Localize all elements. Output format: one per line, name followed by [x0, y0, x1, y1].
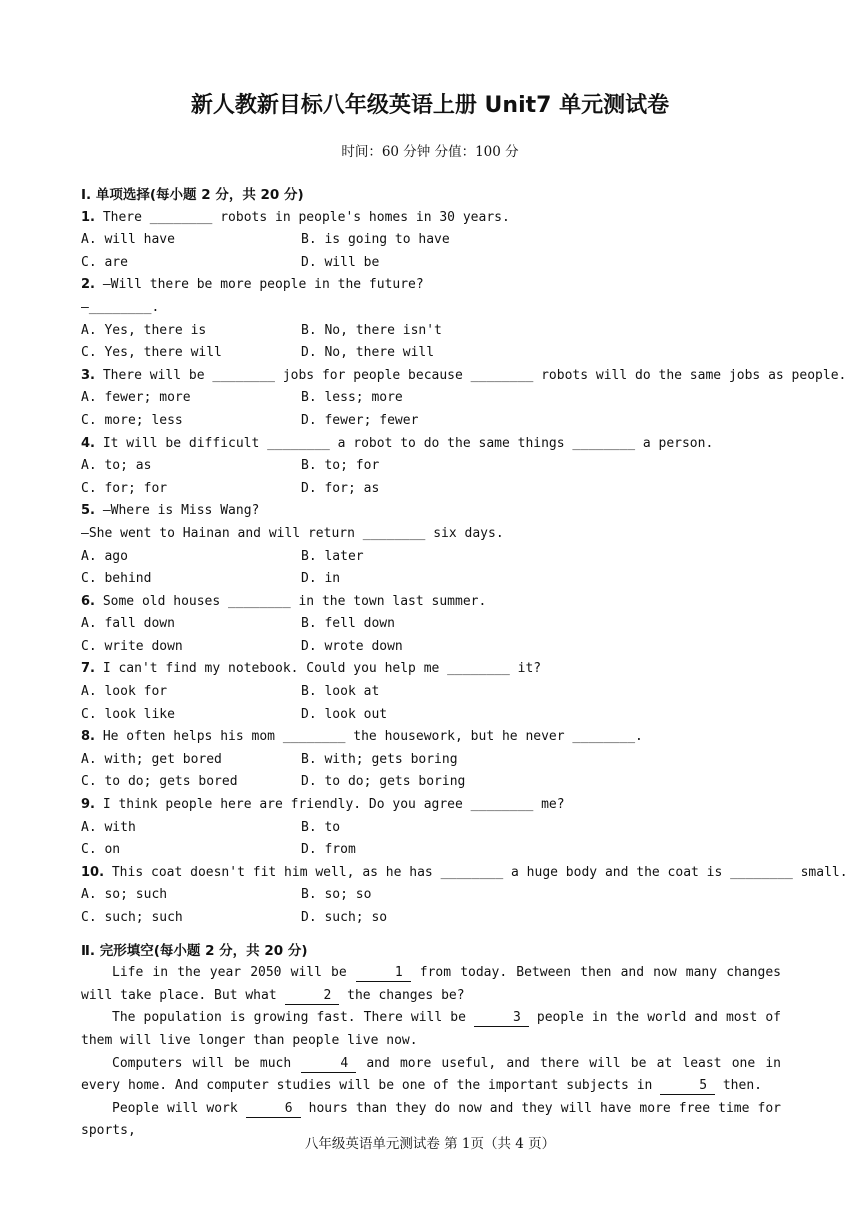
answer-options — [81, 320, 781, 365]
question-number: 6. — [81, 593, 95, 609]
answer-option: A. Yes, there is — [81, 322, 207, 338]
cloze-blank: 3 — [474, 1010, 529, 1027]
answer-option: B. so; so — [301, 887, 372, 903]
answer-option: B. No, there isn't — [301, 322, 442, 338]
question-number: 2. — [81, 277, 95, 293]
answer-options — [81, 546, 781, 591]
section-heading-cloze: Ⅱ. 完形填空(每小题 2 分，共 20 分) — [81, 942, 308, 959]
question-text: —________. — [81, 299, 160, 315]
question-text: He often helps his mom ________ the housework, but he never ________. — [102, 729, 643, 745]
question-text: Some old houses ________ in the town last summer. — [102, 593, 487, 609]
cloze-passage — [81, 962, 781, 1143]
answer-option: A. will have — [81, 232, 175, 248]
answer-option: A. ago — [81, 548, 128, 564]
cloze-blank: 5 — [660, 1078, 715, 1095]
cloze-blank: 1 — [356, 965, 411, 982]
answer-option: C. are — [81, 254, 128, 270]
answer-option: B. less; more — [301, 390, 403, 406]
answer-option: A. fewer; more — [81, 390, 191, 406]
answer-option: B. to — [301, 819, 341, 835]
question-stem — [81, 862, 848, 885]
answer-option: B. later — [301, 548, 364, 564]
question-item — [81, 500, 781, 590]
question-stem — [81, 274, 781, 297]
answer-option: D. will be — [301, 254, 380, 270]
cloze-text: The population is growing fast. There will be — [112, 1010, 474, 1026]
question-item — [81, 726, 781, 794]
cloze-paragraph — [81, 1007, 781, 1052]
page-title: 新人教新目标八年级英语上册 Unit7 单元测试卷 — [190, 93, 670, 118]
cloze-paragraph — [81, 1053, 781, 1098]
exam-info: 时间：60 分钟 分值：100 分 — [341, 144, 519, 160]
question-stem — [81, 591, 781, 614]
answer-option: D. fewer; fewer — [301, 412, 419, 428]
answer-option: C. Yes, there will — [81, 345, 222, 361]
answer-option: C. for; for — [81, 480, 168, 496]
cloze-paragraph — [81, 962, 781, 1007]
exam-content — [81, 184, 848, 1143]
answer-option: D. look out — [301, 706, 388, 722]
question-item — [81, 365, 847, 433]
answer-option: A. fall down — [81, 616, 175, 632]
question-stem — [81, 365, 847, 388]
question-number: 1. — [81, 209, 95, 225]
question-item — [81, 433, 781, 501]
question-stem — [81, 658, 781, 681]
answer-option: B. look at — [301, 684, 380, 700]
question-text: I think people here are friendly. Do you agree ________ me? — [102, 797, 565, 813]
question-item — [81, 274, 781, 364]
question-item — [81, 794, 781, 862]
cloze-text: People will work — [112, 1100, 246, 1116]
question-number: 7. — [81, 661, 95, 677]
answer-option: B. with; gets boring — [301, 751, 458, 767]
cloze-blank: 6 — [246, 1101, 301, 1118]
page-footer: 八年级英语单元测试卷 第 1页（共 4 页） — [304, 1136, 556, 1152]
cloze-blank: 2 — [285, 988, 340, 1005]
question-number: 5. — [81, 503, 95, 519]
section-heading-multiple-choice: Ⅰ. 单项选择(每小题 2 分，共 20 分) — [81, 187, 304, 203]
answer-option: A. with; get bored — [81, 751, 222, 767]
question-text: It will be difficult ________ a robot to do the same things ________ a person. — [102, 435, 714, 451]
answer-option: A. so; such — [81, 887, 168, 903]
question-item — [81, 591, 781, 659]
question-stem — [81, 500, 781, 523]
question-number: 8. — [81, 729, 95, 745]
question-number: 4. — [81, 435, 95, 451]
question-text: This coat doesn't fit him well, as he has ________ a huge body and the coat is ________ small. — [111, 864, 848, 880]
answer-option: D. for; as — [301, 480, 380, 496]
question-text: There will be ________ jobs for people because ________ robots will do the same jobs as people. — [102, 367, 847, 383]
question-stem — [81, 297, 781, 320]
answer-option: B. to; for — [301, 458, 380, 474]
question-text: —Where is Miss Wang? — [102, 503, 260, 519]
answer-option: C. more; less — [81, 412, 183, 428]
cloze-blank: 4 — [301, 1056, 356, 1073]
answer-option: C. write down — [81, 638, 183, 654]
question-number: 3. — [81, 367, 95, 383]
answer-option: C. to do; gets bored — [81, 774, 238, 790]
answer-options — [81, 613, 781, 658]
cloze-text: from today. Between then and now many changes will take place. But what — [81, 965, 781, 1003]
answer-options — [81, 884, 781, 929]
question-stem — [81, 433, 781, 456]
question-item — [81, 862, 848, 930]
question-number: 9. — [81, 797, 95, 813]
answer-option: C. on — [81, 842, 121, 858]
question-item — [81, 207, 781, 275]
cloze-text: Computers will be much — [112, 1055, 302, 1071]
answer-option: D. No, there will — [301, 345, 435, 361]
answer-option: D. from — [301, 842, 356, 858]
question-stem — [81, 726, 781, 749]
cloze-text: then. — [715, 1078, 762, 1094]
answer-options — [81, 681, 781, 726]
question-text: I can't find my notebook. Could you help me ________ it? — [102, 661, 542, 677]
question-stem — [81, 523, 781, 546]
answer-option: B. is going to have — [301, 232, 450, 248]
answer-option: A. look for — [81, 684, 168, 700]
answer-option: D. such; so — [301, 910, 388, 925]
cloze-text: hours than they do now and they will have more free time for sports, — [81, 1100, 781, 1139]
answer-options — [81, 455, 781, 500]
answer-options — [81, 749, 781, 794]
answer-option: C. such; such — [81, 910, 183, 925]
question-list — [81, 207, 848, 930]
answer-options — [81, 387, 781, 432]
question-text: —Will there be more people in the future? — [102, 277, 424, 293]
cloze-text: the changes be? — [339, 987, 465, 1003]
question-stem — [81, 794, 781, 817]
answer-option: C. behind — [81, 571, 152, 587]
answer-option: C. look like — [81, 706, 175, 722]
cloze-text: people in the world and most of them will live longer than people live now. — [81, 1010, 782, 1048]
answer-options — [81, 229, 781, 274]
question-stem — [81, 207, 781, 230]
cloze-text: and more useful, and there will be at least one in every home. And computer studies will be one of the important subjects in — [81, 1055, 781, 1094]
answer-options — [81, 817, 781, 862]
answer-option: B. fell down — [301, 616, 395, 632]
answer-option: D. wrote down — [301, 638, 403, 654]
question-item — [81, 658, 781, 726]
cloze-text: Life in the year 2050 will be — [112, 965, 356, 981]
answer-option: D. in — [301, 571, 341, 587]
question-text: There ________ robots in people's homes in 30 years. — [102, 209, 510, 225]
question-number: 10. — [81, 864, 105, 880]
question-text: —She went to Hainan and will return ________ six days. — [81, 525, 504, 541]
answer-option: D. to do; gets boring — [301, 774, 466, 790]
answer-option: A. to; as — [81, 458, 152, 474]
answer-option: A. with — [81, 819, 136, 835]
